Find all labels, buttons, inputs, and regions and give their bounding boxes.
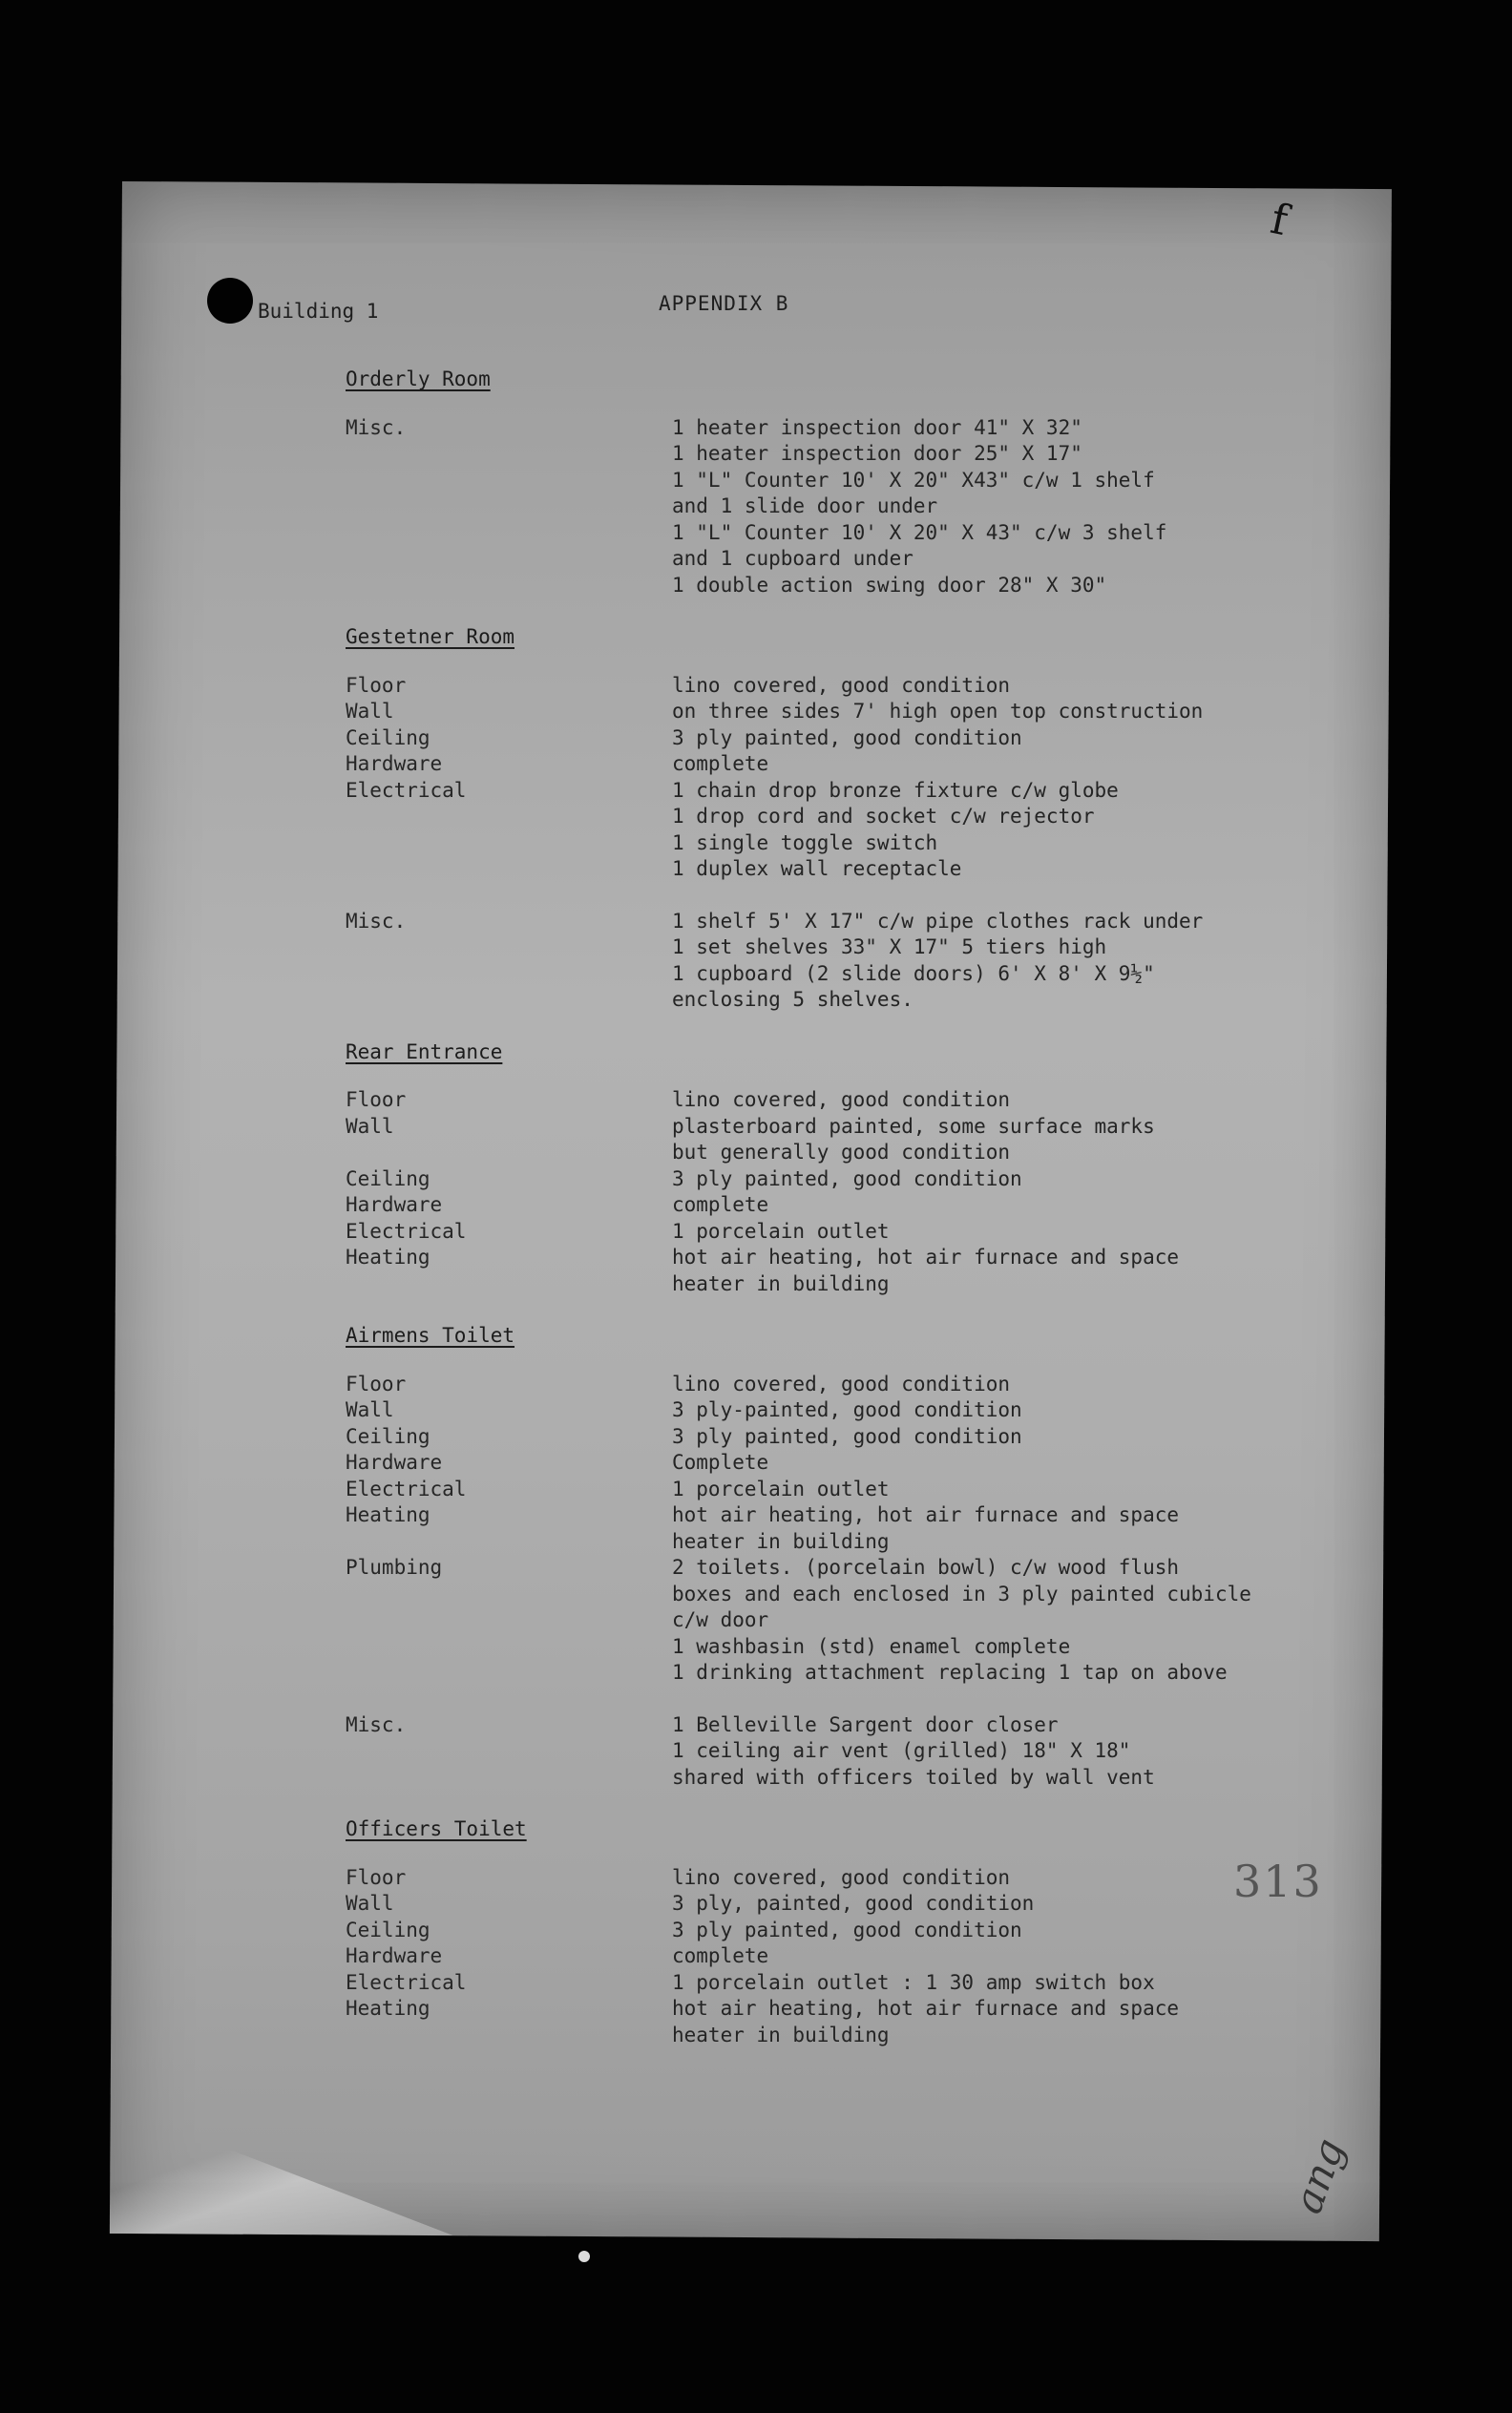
item-label: Misc. bbox=[346, 909, 407, 933]
description-line: c/w door bbox=[672, 1608, 769, 1631]
item-description bbox=[672, 1970, 1319, 1997]
description-line: lino covered, good condition bbox=[672, 1865, 1011, 1889]
page-stamp-number: 313 bbox=[1233, 1856, 1323, 1907]
section-title: Airmens Toilet bbox=[346, 1324, 515, 1347]
item-label: Ceiling bbox=[346, 1166, 430, 1190]
description-line: heater in building bbox=[672, 1529, 890, 1553]
item-label: Hardware bbox=[346, 1944, 443, 1967]
inventory-row bbox=[346, 751, 1319, 778]
item-description bbox=[672, 1918, 1319, 1944]
section-spacer bbox=[346, 1791, 1319, 1816]
corner-mark: f bbox=[1266, 194, 1292, 246]
item-label: Ceiling bbox=[346, 725, 430, 749]
inventory-row bbox=[346, 1891, 1319, 1918]
item-description bbox=[672, 778, 1319, 883]
inventory-row bbox=[346, 1943, 1319, 1970]
inventory-row bbox=[346, 1192, 1319, 1219]
appendix-title: APPENDIX B bbox=[659, 292, 789, 315]
description-line: lino covered, good condition bbox=[672, 1372, 1011, 1395]
item-description bbox=[672, 1996, 1319, 2048]
inventory-row bbox=[346, 909, 1319, 1014]
description-line: 1 "L" Counter 10' X 20" X43" c/w 1 shelf bbox=[672, 468, 1155, 492]
description-line: shared with officers toiled by wall vent bbox=[672, 1765, 1155, 1789]
description-line: 3 ply, painted, good condition bbox=[672, 1892, 1035, 1915]
item-label: Floor bbox=[346, 673, 407, 697]
description-line: 1 Belleville Sargent door closer bbox=[672, 1712, 1059, 1736]
inventory-row bbox=[346, 1087, 1319, 1114]
inventory-row bbox=[346, 1424, 1319, 1451]
item-label: Hardware bbox=[346, 1451, 443, 1474]
inventory-row bbox=[346, 778, 1319, 883]
description-line: 1 porcelain outlet bbox=[672, 1219, 890, 1243]
item-description bbox=[672, 1712, 1319, 1792]
item-description bbox=[672, 1477, 1319, 1503]
item-label: Ceiling bbox=[346, 1918, 430, 1941]
description-line: 1 cupboard (2 slide doors) 6' X 8' X 9½" bbox=[672, 961, 1155, 985]
description-line: and 1 slide door under bbox=[672, 494, 938, 517]
item-label: Ceiling bbox=[346, 1424, 430, 1448]
description-line: lino covered, good condition bbox=[672, 1088, 1011, 1111]
section-spacer bbox=[346, 1014, 1319, 1039]
item-label: Electrical bbox=[346, 1219, 467, 1243]
item-description bbox=[672, 1372, 1319, 1398]
description-line: hot air heating, hot air furnace and space bbox=[672, 1997, 1180, 2020]
inventory-section bbox=[346, 624, 1319, 1014]
description-line: 3 ply painted, good condition bbox=[672, 725, 1022, 749]
item-description bbox=[672, 1502, 1319, 1555]
description-line: 2 toilets. (porcelain bowl) c/w wood flush bbox=[672, 1556, 1180, 1579]
item-description bbox=[672, 1943, 1319, 1970]
description-line: 1 heater inspection door 41" X 32" bbox=[672, 415, 1082, 439]
inventory-section bbox=[346, 1039, 1319, 1298]
description-line: 1 porcelain outlet bbox=[672, 1477, 890, 1500]
inventory-row bbox=[346, 1865, 1319, 1892]
item-description bbox=[672, 1192, 1319, 1219]
description-line: 1 drinking attachment replacing 1 tap on above bbox=[672, 1661, 1228, 1684]
description-line: hot air heating, hot air furnace and space bbox=[672, 1503, 1180, 1526]
section-spacer bbox=[346, 598, 1319, 624]
item-label: Heating bbox=[346, 1997, 430, 2020]
inventory-row bbox=[346, 673, 1319, 700]
item-label: Floor bbox=[346, 1865, 407, 1889]
item-label: Wall bbox=[346, 700, 394, 723]
section-title: Orderly Room bbox=[346, 367, 491, 390]
item-description bbox=[672, 1219, 1319, 1246]
description-line: 3 ply painted, good condition bbox=[672, 1424, 1022, 1448]
description-line: Complete bbox=[672, 1451, 769, 1474]
section-title: Officers Toilet bbox=[346, 1817, 527, 1840]
inventory-row bbox=[346, 1502, 1319, 1555]
item-label: Floor bbox=[346, 1088, 407, 1111]
inventory-row bbox=[346, 1450, 1319, 1477]
description-line: 1 washbasin (std) enamel complete bbox=[672, 1634, 1071, 1658]
inventory-section bbox=[346, 1816, 1319, 2048]
item-description bbox=[672, 1891, 1319, 1918]
item-label: Wall bbox=[346, 1114, 394, 1138]
description-line: complete bbox=[672, 752, 769, 775]
inventory-row bbox=[346, 1166, 1319, 1193]
punch-hole bbox=[207, 278, 253, 324]
item-description bbox=[672, 1245, 1319, 1297]
inventory-section bbox=[346, 367, 1319, 598]
inventory-row bbox=[346, 415, 1319, 599]
item-description bbox=[672, 1865, 1319, 1892]
description-line: heater in building bbox=[672, 2023, 890, 2046]
inventory-row bbox=[346, 1918, 1319, 1944]
item-label: Electrical bbox=[346, 1970, 467, 1994]
description-line: 1 chain drop bronze fixture c/w globe bbox=[672, 778, 1119, 802]
description-line: 1 shelf 5' X 17" c/w pipe clothes rack under bbox=[672, 909, 1204, 933]
description-line: on three sides 7' high open top construction bbox=[672, 700, 1204, 723]
item-label: Misc. bbox=[346, 415, 407, 439]
item-description bbox=[672, 1555, 1319, 1687]
description-line: and 1 cupboard under bbox=[672, 547, 914, 570]
item-description bbox=[672, 415, 1319, 599]
description-line: heater in building bbox=[672, 1271, 890, 1295]
item-description bbox=[672, 751, 1319, 778]
description-line: 3 ply painted, good condition bbox=[672, 1918, 1022, 1941]
inventory-row bbox=[346, 1970, 1319, 1997]
item-description bbox=[672, 909, 1319, 1014]
item-description bbox=[672, 725, 1319, 752]
section-title: Rear Entrance bbox=[346, 1039, 503, 1063]
item-description bbox=[672, 1450, 1319, 1477]
item-description bbox=[672, 1397, 1319, 1424]
description-line: 1 double action swing door 28" X 30" bbox=[672, 573, 1107, 597]
section-spacer bbox=[346, 1297, 1319, 1323]
description-line: hot air heating, hot air furnace and space bbox=[672, 1246, 1180, 1269]
inventory-row bbox=[346, 1555, 1319, 1687]
description-line: enclosing 5 shelves. bbox=[672, 988, 914, 1011]
item-description bbox=[672, 699, 1319, 725]
item-label: Plumbing bbox=[346, 1556, 443, 1579]
description-line: but generally good condition bbox=[672, 1141, 1011, 1164]
inventory-row bbox=[346, 1712, 1319, 1792]
item-description bbox=[672, 1114, 1319, 1166]
description-line: 1 duplex wall receptacle bbox=[672, 857, 962, 880]
inventory-row bbox=[346, 1372, 1319, 1398]
description-line: 1 porcelain outlet : 1 30 amp switch box bbox=[672, 1970, 1155, 1994]
item-label: Misc. bbox=[346, 1712, 407, 1736]
handwritten-note: ang bbox=[1283, 2132, 1354, 2219]
item-label: Electrical bbox=[346, 1477, 467, 1500]
item-label: Wall bbox=[346, 1892, 394, 1915]
scan-speck bbox=[578, 2251, 590, 2262]
item-label: Electrical bbox=[346, 778, 467, 802]
description-line: lino covered, good condition bbox=[672, 673, 1011, 697]
inventory-row bbox=[346, 1996, 1319, 2048]
inventory-row bbox=[346, 1397, 1319, 1424]
item-label: Hardware bbox=[346, 752, 443, 775]
section-title: Gestetner Room bbox=[346, 625, 515, 648]
description-line: boxes and each enclosed in 3 ply painted cubicle bbox=[672, 1582, 1251, 1605]
description-line: 1 drop cord and socket c/w rejector bbox=[672, 805, 1095, 828]
inventory-row bbox=[346, 1114, 1319, 1166]
description-line: 1 ceiling air vent (grilled) 18" X 18" bbox=[672, 1739, 1131, 1762]
item-description bbox=[672, 673, 1319, 700]
item-description bbox=[672, 1424, 1319, 1451]
description-line: 1 single toggle switch bbox=[672, 830, 938, 854]
inventory-section bbox=[346, 1323, 1319, 1791]
item-label: Floor bbox=[346, 1372, 407, 1395]
building-label: Building 1 bbox=[258, 300, 379, 323]
item-label: Hardware bbox=[346, 1193, 443, 1216]
description-line: plasterboard painted, some surface marks bbox=[672, 1114, 1155, 1138]
inventory-row bbox=[346, 1477, 1319, 1503]
item-label: Heating bbox=[346, 1503, 430, 1526]
item-description bbox=[672, 1166, 1319, 1193]
description-line: complete bbox=[672, 1193, 769, 1216]
inventory-row bbox=[346, 725, 1319, 752]
item-description bbox=[672, 1087, 1319, 1114]
description-line: 1 "L" Counter 10' X 20" X 43" c/w 3 shelf bbox=[672, 520, 1167, 544]
inventory-row bbox=[346, 699, 1319, 725]
document-body bbox=[346, 367, 1319, 2048]
description-line: 3 ply painted, good condition bbox=[672, 1166, 1022, 1190]
item-label: Wall bbox=[346, 1398, 394, 1421]
inventory-row bbox=[346, 1245, 1319, 1297]
description-line: complete bbox=[672, 1944, 769, 1967]
inventory-row bbox=[346, 1219, 1319, 1246]
description-line: 1 set shelves 33" X 17" 5 tiers high bbox=[672, 935, 1107, 958]
description-line: 1 heater inspection door 25" X 17" bbox=[672, 442, 1082, 465]
description-line: 3 ply-painted, good condition bbox=[672, 1398, 1022, 1421]
item-label: Heating bbox=[346, 1246, 430, 1269]
